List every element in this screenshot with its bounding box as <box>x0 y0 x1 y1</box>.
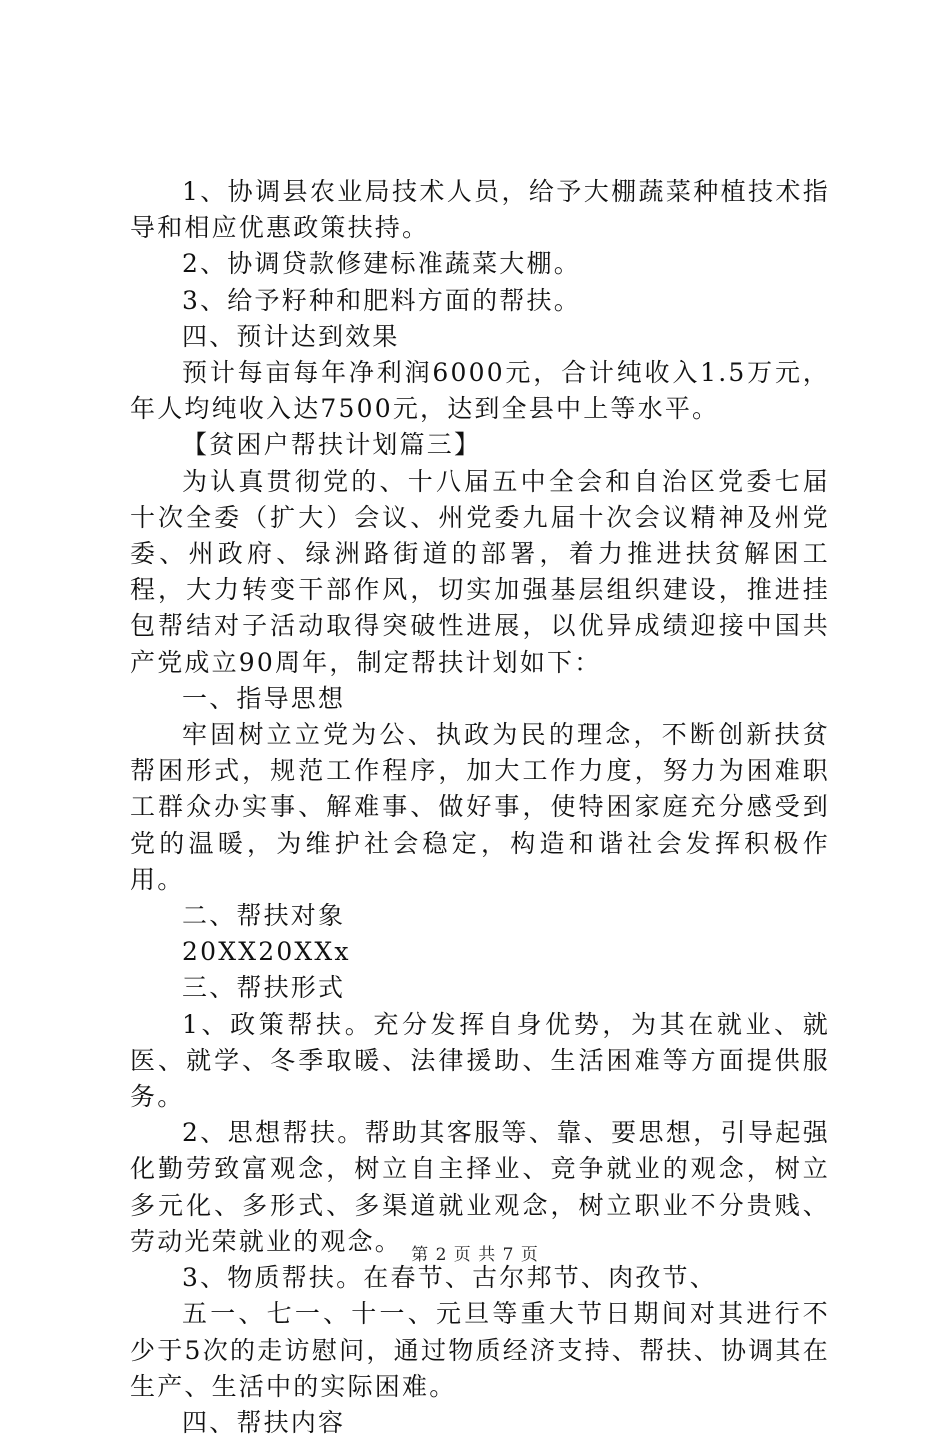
section-title: 【贫困户帮扶计划篇三】 <box>182 430 482 460</box>
section-heading: 四、帮扶内容 <box>182 1407 346 1437</box>
paragraph: 五一、七一、十一、元旦等重大节日期间对其进行不少于5次的走访慰问，通过物质经济支持、帮扶、协调其在生产、生活中的实际困难。 <box>130 1299 830 1401</box>
paragraph: 20XX20XXx <box>182 937 351 967</box>
paragraph: 2、协调贷款修建标准蔬菜大棚。 <box>182 249 581 279</box>
section-heading: 三、帮扶形式 <box>182 973 346 1003</box>
paragraph: 牢固树立立党为公、执政为民的理念，不断创新扶贫帮困形式，规范工作程序，加大工作力度，努力为困难职工群众办实事、解难事、做好事，使特困家庭充分感受到党的温暖，为维护社会稳定，构造和谐社会发挥积极作用。 <box>130 720 830 894</box>
paragraph: 3、给予籽种和肥料方面的帮扶。 <box>182 285 581 315</box>
paragraph: 2、思想帮扶。帮助其客服等、靠、要思想，引导起强化勤劳致富观念，树立自主择业、竞争就业的观念，树立多元化、多形式、多渠道就业观念，树立职业不分贵贱、劳动光荣就业的观念。 <box>130 1118 830 1256</box>
section-heading: 一、指导思想 <box>182 683 346 713</box>
paragraph: 预计每亩每年净利润6000元，合计纯收入1.5万元，年人均纯收入达7500元，达到全县中上等水平。 <box>130 358 830 424</box>
section-heading: 四、预计达到效果 <box>182 321 400 351</box>
page-number: 第 2 页 共 7 页 <box>411 1245 539 1265</box>
section-heading: 二、帮扶对象 <box>182 901 346 931</box>
paragraph: 3、物质帮扶。在春节、古尔邦节、肉孜节、 <box>182 1263 717 1293</box>
paragraph: 1、协调县农业局技术人员，给予大棚蔬菜种植技术指导和相应优惠政策扶持。 <box>130 177 830 243</box>
paragraph: 1、政策帮扶。充分发挥自身优势，为其在就业、就医、就学、冬季取暖、法律援助、生活困难等方面提供服务。 <box>130 1009 830 1112</box>
paragraph: 为认真贯彻党的、十八届五中全会和自治区党委七届十次全委（扩大）会议、州党委九届十次会议精神及州党委、州政府、绿洲路街道的部署，着力推进扶贫解困工程，大力转变干部作风，切实加强基层组织建设，推进挂包帮结对子活动取得突破性进展，以优异成绩迎接中国共产党成立90周年，制定帮扶计划如下： <box>130 466 830 677</box>
